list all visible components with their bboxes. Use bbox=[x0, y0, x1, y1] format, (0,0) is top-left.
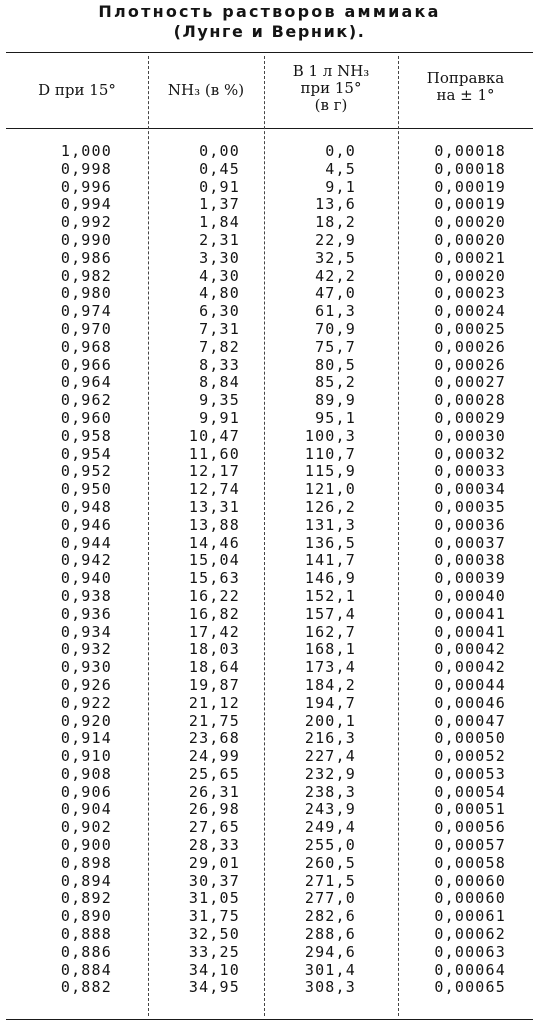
nh3-grams-cell: 89,9 bbox=[315, 391, 356, 410]
nh3-percent-cell: 9,91 bbox=[199, 408, 240, 427]
correction-cell: 0,00040 bbox=[434, 586, 506, 605]
nh3-percent-cell: 4,30 bbox=[199, 266, 240, 285]
nh3-grams-cell: 100,3 bbox=[304, 426, 356, 445]
nh3-percent-cell: 18,03 bbox=[188, 640, 240, 659]
correction-cell: 0,00030 bbox=[434, 426, 506, 445]
correction-cell: 0,00061 bbox=[434, 907, 506, 926]
nh3-percent-cell: 18,64 bbox=[188, 658, 240, 677]
nh3-percent-cell: 15,63 bbox=[188, 569, 240, 588]
density-cell: 0,990 bbox=[60, 230, 112, 249]
nh3-grams-cell: 61,3 bbox=[315, 302, 356, 321]
density-cell: 0,934 bbox=[60, 622, 112, 641]
nh3-percent-cell: 32,50 bbox=[188, 925, 240, 944]
nh3-grams-cell: 200,1 bbox=[304, 711, 356, 730]
nh3-percent-cell: 12,74 bbox=[188, 480, 240, 499]
correction-cell: 0,00044 bbox=[434, 675, 506, 694]
density-cell: 0,904 bbox=[60, 800, 112, 819]
nh3-percent-cell: 8,33 bbox=[199, 355, 240, 374]
nh3-percent-cell: 16,82 bbox=[188, 604, 240, 623]
correction-cell: 0,00027 bbox=[434, 373, 506, 392]
nh3-grams-cell: 294,6 bbox=[304, 942, 356, 961]
density-cell: 0,968 bbox=[60, 337, 112, 356]
density-cell: 1,000 bbox=[60, 142, 112, 160]
nh3-grams-cell: 95,1 bbox=[315, 408, 356, 427]
nh3-percent-cell: 17,42 bbox=[188, 622, 240, 641]
correction-cell: 0,00018 bbox=[434, 159, 506, 178]
nh3-grams-cell: 126,2 bbox=[304, 497, 356, 516]
nh3-grams-cell: 152,1 bbox=[304, 586, 356, 605]
correction-cell: 0,00041 bbox=[434, 622, 506, 641]
nh3-percent-cell: 14,46 bbox=[188, 533, 240, 552]
density-cell: 0,946 bbox=[60, 515, 112, 534]
nh3-grams-cell: 173,4 bbox=[304, 658, 356, 677]
density-cell: 0,886 bbox=[60, 942, 112, 961]
density-cell: 0,940 bbox=[60, 569, 112, 588]
nh3-percent-cell: 3,30 bbox=[199, 248, 240, 267]
nh3-percent-cell: 12,17 bbox=[188, 462, 240, 481]
header-nh3-per-liter: В 1 л NH₃ при 15° (в г) bbox=[292, 62, 370, 114]
nh3-percent-cell: 8,84 bbox=[199, 373, 240, 392]
density-cell: 0,958 bbox=[60, 426, 112, 445]
density-cell: 0,910 bbox=[60, 747, 112, 766]
nh3-grams-cell: 168,1 bbox=[304, 640, 356, 659]
density-cell: 0,922 bbox=[60, 693, 112, 712]
correction-cell: 0,00039 bbox=[434, 569, 506, 588]
nh3-percent-cell: 23,68 bbox=[188, 729, 240, 748]
density-cell: 0,888 bbox=[60, 925, 112, 944]
correction-cell: 0,00064 bbox=[434, 960, 506, 979]
density-cell: 0,914 bbox=[60, 729, 112, 748]
nh3-percent-cell: 16,22 bbox=[188, 586, 240, 605]
table-bottom-rule bbox=[6, 1019, 533, 1020]
nh3-grams-column bbox=[272, 143, 356, 997]
correction-cell: 0,00020 bbox=[434, 266, 506, 285]
header-bottom-rule bbox=[6, 128, 533, 129]
nh3-grams-cell: 80,5 bbox=[315, 355, 356, 374]
nh3-grams-cell: 301,4 bbox=[304, 960, 356, 979]
density-cell: 0,902 bbox=[60, 818, 112, 837]
density-column bbox=[36, 143, 112, 997]
correction-cell: 0,00050 bbox=[434, 729, 506, 748]
nh3-percent-cell: 1,84 bbox=[199, 213, 240, 232]
correction-cell: 0,00042 bbox=[434, 658, 506, 677]
nh3-grams-cell: 32,5 bbox=[315, 248, 356, 267]
nh3-percent-cell: 11,60 bbox=[188, 444, 240, 463]
nh3-percent-cell: 13,31 bbox=[188, 497, 240, 516]
density-cell: 0,952 bbox=[60, 462, 112, 481]
correction-cell: 0,00034 bbox=[434, 480, 506, 499]
correction-cell: 0,00047 bbox=[434, 711, 506, 730]
density-cell: 0,950 bbox=[60, 480, 112, 499]
density-cell: 0,926 bbox=[60, 675, 112, 694]
correction-cell: 0,00058 bbox=[434, 853, 506, 872]
nh3-grams-cell: 308,3 bbox=[304, 978, 356, 997]
correction-cell: 0,00065 bbox=[434, 978, 506, 997]
correction-cell: 0,00054 bbox=[434, 782, 506, 801]
nh3-grams-cell: 115,9 bbox=[304, 462, 356, 481]
density-cell: 0,982 bbox=[60, 266, 112, 285]
nh3-grams-cell: 288,6 bbox=[304, 925, 356, 944]
correction-cell: 0,00025 bbox=[434, 319, 506, 338]
nh3-percent-cell: 0,00 bbox=[199, 142, 240, 160]
nh3-percent-cell: 1,37 bbox=[199, 195, 240, 214]
nh3-grams-cell: 22,9 bbox=[315, 230, 356, 249]
density-cell: 0,944 bbox=[60, 533, 112, 552]
nh3-percent-cell: 4,80 bbox=[199, 284, 240, 303]
nh3-grams-cell: 249,4 bbox=[304, 818, 356, 837]
header-correction: Поправка на ± 1° bbox=[426, 69, 505, 104]
nh3-percent-cell: 6,30 bbox=[199, 302, 240, 321]
nh3-percent-cell: 24,99 bbox=[188, 747, 240, 766]
correction-cell: 0,00026 bbox=[434, 355, 506, 374]
nh3-grams-cell: 282,6 bbox=[304, 907, 356, 926]
correction-cell: 0,00029 bbox=[434, 408, 506, 427]
correction-cell: 0,00042 bbox=[434, 640, 506, 659]
correction-cell: 0,00036 bbox=[434, 515, 506, 534]
nh3-percent-cell: 25,65 bbox=[188, 764, 240, 783]
density-cell: 0,962 bbox=[60, 391, 112, 410]
density-cell: 0,936 bbox=[60, 604, 112, 623]
nh3-grams-cell: 260,5 bbox=[304, 853, 356, 872]
nh3-grams-cell: 232,9 bbox=[304, 764, 356, 783]
nh3-percent-cell: 0,45 bbox=[199, 159, 240, 178]
correction-cell: 0,00038 bbox=[434, 551, 506, 570]
density-cell: 0,992 bbox=[60, 213, 112, 232]
density-cell: 0,948 bbox=[60, 497, 112, 516]
nh3-percent-cell: 21,75 bbox=[188, 711, 240, 730]
nh3-grams-cell: 216,3 bbox=[304, 729, 356, 748]
nh3-grams-cell: 162,7 bbox=[304, 622, 356, 641]
nh3-grams-cell: 243,9 bbox=[304, 800, 356, 819]
correction-cell: 0,00060 bbox=[434, 889, 506, 908]
nh3-grams-cell: 85,2 bbox=[315, 373, 356, 392]
correction-cell: 0,00056 bbox=[434, 818, 506, 837]
nh3-percent-cell: 29,01 bbox=[188, 853, 240, 872]
nh3-percent-cell: 0,91 bbox=[199, 177, 240, 196]
nh3-grams-cell: 0,0 bbox=[325, 142, 356, 160]
nh3-grams-cell: 238,3 bbox=[304, 782, 356, 801]
correction-column bbox=[410, 143, 506, 997]
correction-cell: 0,00018 bbox=[434, 142, 506, 160]
density-cell: 0,966 bbox=[60, 355, 112, 374]
correction-cell: 0,00020 bbox=[434, 213, 506, 232]
table-subtitle: (Лунге и Верник). bbox=[173, 22, 366, 41]
correction-cell: 0,00028 bbox=[434, 391, 506, 410]
nh3-percent-cell: 34,10 bbox=[188, 960, 240, 979]
correction-cell: 0,00062 bbox=[434, 925, 506, 944]
density-cell: 0,970 bbox=[60, 319, 112, 338]
density-cell: 0,892 bbox=[60, 889, 112, 908]
correction-cell: 0,00060 bbox=[434, 871, 506, 890]
density-cell: 0,882 bbox=[60, 978, 112, 997]
nh3-grams-cell: 146,9 bbox=[304, 569, 356, 588]
correction-cell: 0,00035 bbox=[434, 497, 506, 516]
density-cell: 0,908 bbox=[60, 764, 112, 783]
density-cell: 0,980 bbox=[60, 284, 112, 303]
correction-cell: 0,00021 bbox=[434, 248, 506, 267]
nh3-percent-cell: 33,25 bbox=[188, 942, 240, 961]
nh3-percent-cell: 9,35 bbox=[199, 391, 240, 410]
density-cell: 0,994 bbox=[60, 195, 112, 214]
nh3-grams-cell: 255,0 bbox=[304, 836, 356, 855]
nh3-grams-cell: 227,4 bbox=[304, 747, 356, 766]
density-cell: 0,884 bbox=[60, 960, 112, 979]
nh3-percent-cell: 7,31 bbox=[199, 319, 240, 338]
correction-cell: 0,00033 bbox=[434, 462, 506, 481]
nh3-percent-cell: 21,12 bbox=[188, 693, 240, 712]
header-density: D при 15° bbox=[38, 81, 116, 99]
density-cell: 0,954 bbox=[60, 444, 112, 463]
nh3-grams-cell: 13,6 bbox=[315, 195, 356, 214]
nh3-percent-cell: 31,05 bbox=[188, 889, 240, 908]
nh3-grams-cell: 75,7 bbox=[315, 337, 356, 356]
correction-cell: 0,00019 bbox=[434, 195, 506, 214]
nh3-grams-cell: 271,5 bbox=[304, 871, 356, 890]
header-top-rule bbox=[6, 52, 533, 53]
nh3-percent-cell: 10,47 bbox=[188, 426, 240, 445]
density-cell: 0,974 bbox=[60, 302, 112, 321]
density-cell: 0,894 bbox=[60, 871, 112, 890]
nh3-percent-cell: 2,31 bbox=[199, 230, 240, 249]
nh3-grams-cell: 18,2 bbox=[315, 213, 356, 232]
nh3-grams-cell: 141,7 bbox=[304, 551, 356, 570]
correction-cell: 0,00032 bbox=[434, 444, 506, 463]
correction-cell: 0,00037 bbox=[434, 533, 506, 552]
header-nh3-percent: NH₃ (в %) bbox=[167, 81, 245, 99]
nh3-grams-cell: 277,0 bbox=[304, 889, 356, 908]
density-cell: 0,932 bbox=[60, 640, 112, 659]
density-cell: 0,890 bbox=[60, 907, 112, 926]
correction-cell: 0,00051 bbox=[434, 800, 506, 819]
nh3-grams-cell: 121,0 bbox=[304, 480, 356, 499]
density-cell: 0,942 bbox=[60, 551, 112, 570]
nh3-percent-cell: 15,04 bbox=[188, 551, 240, 570]
density-cell: 0,964 bbox=[60, 373, 112, 392]
nh3-percent-cell: 19,87 bbox=[188, 675, 240, 694]
correction-cell: 0,00063 bbox=[434, 942, 506, 961]
density-cell: 0,898 bbox=[60, 853, 112, 872]
nh3-percent-cell: 26,98 bbox=[188, 800, 240, 819]
density-cell: 0,998 bbox=[60, 159, 112, 178]
nh3-percent-column bbox=[160, 143, 240, 997]
density-cell: 0,938 bbox=[60, 586, 112, 605]
nh3-grams-cell: 4,5 bbox=[325, 159, 356, 178]
nh3-grams-cell: 9,1 bbox=[325, 177, 356, 196]
correction-cell: 0,00024 bbox=[434, 302, 506, 321]
correction-cell: 0,00046 bbox=[434, 693, 506, 712]
nh3-grams-cell: 194,7 bbox=[304, 693, 356, 712]
nh3-percent-cell: 7,82 bbox=[199, 337, 240, 356]
nh3-percent-cell: 26,31 bbox=[188, 782, 240, 801]
correction-cell: 0,00053 bbox=[434, 764, 506, 783]
correction-cell: 0,00019 bbox=[434, 177, 506, 196]
density-cell: 0,906 bbox=[60, 782, 112, 801]
density-cell: 0,960 bbox=[60, 408, 112, 427]
nh3-grams-cell: 42,2 bbox=[315, 266, 356, 285]
nh3-percent-cell: 30,37 bbox=[188, 871, 240, 890]
nh3-grams-cell: 157,4 bbox=[304, 604, 356, 623]
density-cell: 0,930 bbox=[60, 658, 112, 677]
density-cell: 0,996 bbox=[60, 177, 112, 196]
nh3-grams-cell: 47,0 bbox=[315, 284, 356, 303]
density-cell: 0,986 bbox=[60, 248, 112, 267]
nh3-percent-cell: 27,65 bbox=[188, 818, 240, 837]
density-cell: 0,920 bbox=[60, 711, 112, 730]
nh3-grams-cell: 136,5 bbox=[304, 533, 356, 552]
nh3-percent-cell: 31,75 bbox=[188, 907, 240, 926]
correction-cell: 0,00023 bbox=[434, 284, 506, 303]
column-divider bbox=[148, 56, 149, 1016]
nh3-percent-cell: 13,88 bbox=[188, 515, 240, 534]
column-divider bbox=[264, 56, 265, 1016]
correction-cell: 0,00052 bbox=[434, 747, 506, 766]
nh3-grams-cell: 184,2 bbox=[304, 675, 356, 694]
correction-cell: 0,00041 bbox=[434, 604, 506, 623]
table-title: Плотность растворов аммиака bbox=[98, 2, 441, 21]
nh3-grams-cell: 131,3 bbox=[304, 515, 356, 534]
density-cell: 0,900 bbox=[60, 836, 112, 855]
column-divider bbox=[398, 56, 399, 1016]
correction-cell: 0,00026 bbox=[434, 337, 506, 356]
correction-cell: 0,00020 bbox=[434, 230, 506, 249]
nh3-grams-cell: 70,9 bbox=[315, 319, 356, 338]
correction-cell: 0,00057 bbox=[434, 836, 506, 855]
nh3-percent-cell: 34,95 bbox=[188, 978, 240, 997]
nh3-percent-cell: 28,33 bbox=[188, 836, 240, 855]
nh3-grams-cell: 110,7 bbox=[304, 444, 356, 463]
